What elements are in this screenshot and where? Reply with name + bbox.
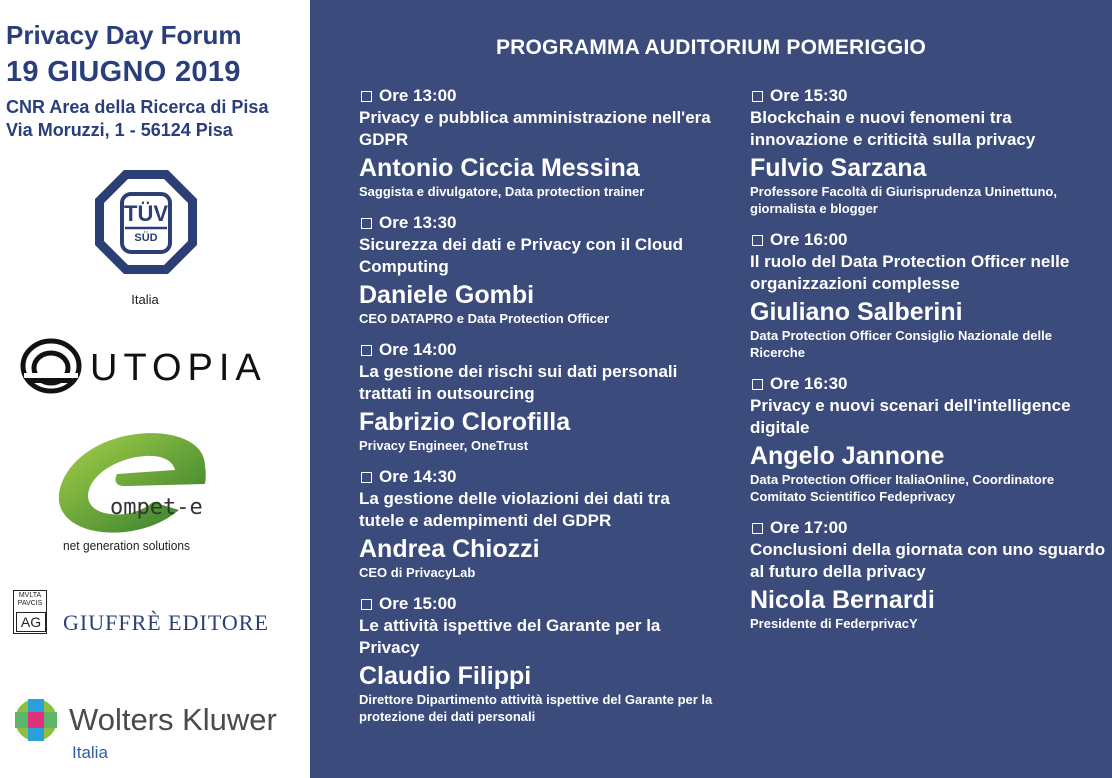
session-topic: Blockchain e nuovi fenomeni tra innovazione e criticità sulla privacy [750, 108, 1036, 149]
session [359, 339, 719, 454]
checkbox-bullet-icon [361, 345, 372, 356]
checkbox-bullet-icon [752, 91, 763, 102]
session-time-text: Ore 15:30 [770, 86, 848, 105]
session-time [750, 373, 1110, 395]
checkbox-bullet-icon [752, 235, 763, 246]
session [750, 229, 1110, 361]
giuffre-name: GIUFFRÈ EDITORE [63, 610, 269, 635]
session-topic: Il ruolo del Data Protection Officer nelle organizzazioni complesse [750, 252, 1070, 293]
session-topic: La gestione delle violazioni dei dati tra tutele e adempimenti del GDPR [359, 489, 670, 530]
speaker-role: Data Protection Officer ItaliaOnline, Coordinatore Comitato Scientifico Fedeprivacy [750, 472, 1055, 504]
speaker-role: Saggista e divulgatore, Data protection trainer [359, 184, 645, 199]
speaker-role: Privacy Engineer, OneTrust [359, 438, 529, 453]
session-time [359, 466, 719, 488]
session-time-text: Ore 17:00 [770, 518, 848, 537]
session-speaker: Antonio Ciccia Messina [359, 154, 640, 182]
session [359, 212, 719, 327]
tuv-sud-logo [93, 168, 199, 278]
compete-tagline: net generation solutions [63, 538, 191, 553]
utopia-name: UTOPIA [90, 347, 267, 389]
session-time [359, 593, 719, 615]
checkbox-bullet-icon [361, 472, 372, 483]
session-topic: La gestione dei rischi sui dati personali trattati in outsourcing [359, 362, 678, 403]
speaker-role: Presidente di FederprivacY [750, 616, 918, 631]
address: Via Moruzzi, 1 - 56124 Pisa [6, 120, 233, 140]
session-time [359, 339, 719, 361]
session-speaker: Fabrizio Clorofilla [359, 408, 571, 436]
wolters-kluwer-name: Wolters Kluwer [69, 702, 277, 737]
speaker-role: Direttore Dipartimento attività ispettive del Garante per la protezione dei dati personali [359, 692, 713, 724]
speaker-role: Data Protection Officer Consiglio Nazionale delle Ricerche [750, 328, 1052, 360]
session-speaker: Nicola Bernardi [750, 586, 935, 614]
wolters-kluwer-caption: Italia [72, 743, 108, 762]
session [750, 373, 1110, 505]
session-time-text: Ore 13:00 [379, 86, 457, 105]
sud-logo-text: SÜD [134, 232, 158, 244]
session-time-text: Ore 14:00 [379, 340, 457, 359]
speaker-role: CEO DATAPRO e Data Protection Officer [359, 311, 610, 326]
session-speaker: Andrea Chiozzi [359, 535, 540, 563]
session [359, 593, 719, 725]
session-time-text: Ore 15:00 [379, 594, 457, 613]
session-time [359, 85, 719, 107]
compete-name: ompet-e [110, 495, 203, 520]
giuffre-badge-top: MVLTA PAVCIS [17, 592, 43, 607]
checkbox-bullet-icon [361, 599, 372, 610]
session-time-text: Ore 13:30 [379, 213, 457, 232]
session-speaker: Angelo Jannone [750, 442, 945, 470]
session [359, 466, 719, 581]
session [750, 85, 1110, 217]
session-topic: Conclusioni della giornata con uno sguardo al futuro della privacy [750, 540, 1106, 581]
session-time-text: Ore 16:30 [770, 374, 848, 393]
event-date: 19 GIUGNO 2019 [6, 56, 241, 88]
session-speaker: Fulvio Sarzana [750, 154, 927, 182]
right-column [750, 85, 1110, 644]
venue: CNR Area della Ricerca di Pisa [6, 97, 269, 117]
forum-title: Privacy Day Forum [6, 20, 242, 50]
session-topic: Le attività ispettive del Garante per la Privacy [359, 616, 661, 657]
tuv-logo-text: TÜV [124, 201, 168, 226]
session-topic: Privacy e nuovi scenari dell'intelligence digitale [750, 396, 1071, 437]
session-time [750, 229, 1110, 251]
session-time [750, 517, 1110, 539]
speaker-role: Professore Facoltà di Giurisprudenza Uninettuno, giornalista e blogger [750, 184, 1057, 216]
checkbox-bullet-icon [752, 379, 763, 390]
sidebar [0, 0, 310, 778]
session-time-text: Ore 16:00 [770, 230, 848, 249]
checkbox-bullet-icon [361, 218, 372, 229]
checkbox-bullet-icon [752, 523, 763, 534]
session-time [750, 85, 1110, 107]
speaker-role: CEO di PrivacyLab [359, 565, 476, 580]
session-speaker: Daniele Gombi [359, 281, 535, 309]
utopia-logo [20, 338, 82, 394]
programme-panel [310, 0, 1112, 778]
session-topic: Sicurezza dei dati e Privacy con il Cloud Computing [359, 235, 684, 276]
tuv-caption: Italia [131, 292, 159, 307]
giuffre-badge [13, 590, 47, 634]
session-speaker: Giuliano Salberini [750, 298, 963, 326]
session [750, 517, 1110, 632]
compete-logo [55, 428, 230, 538]
session [359, 85, 719, 200]
left-column [359, 85, 719, 737]
wolters-kluwer-icon [14, 698, 58, 742]
giuffre-badge-bottom: AG [16, 612, 46, 632]
session-speaker: Claudio Filippi [359, 662, 532, 690]
checkbox-bullet-icon [361, 91, 372, 102]
programme-title: PROGRAMMA AUDITORIUM POMERIGGIO [495, 36, 927, 59]
session-topic: Privacy e pubblica amministrazione nell'era GDPR [359, 108, 711, 149]
session-time [359, 212, 719, 234]
session-time-text: Ore 14:30 [379, 467, 457, 486]
